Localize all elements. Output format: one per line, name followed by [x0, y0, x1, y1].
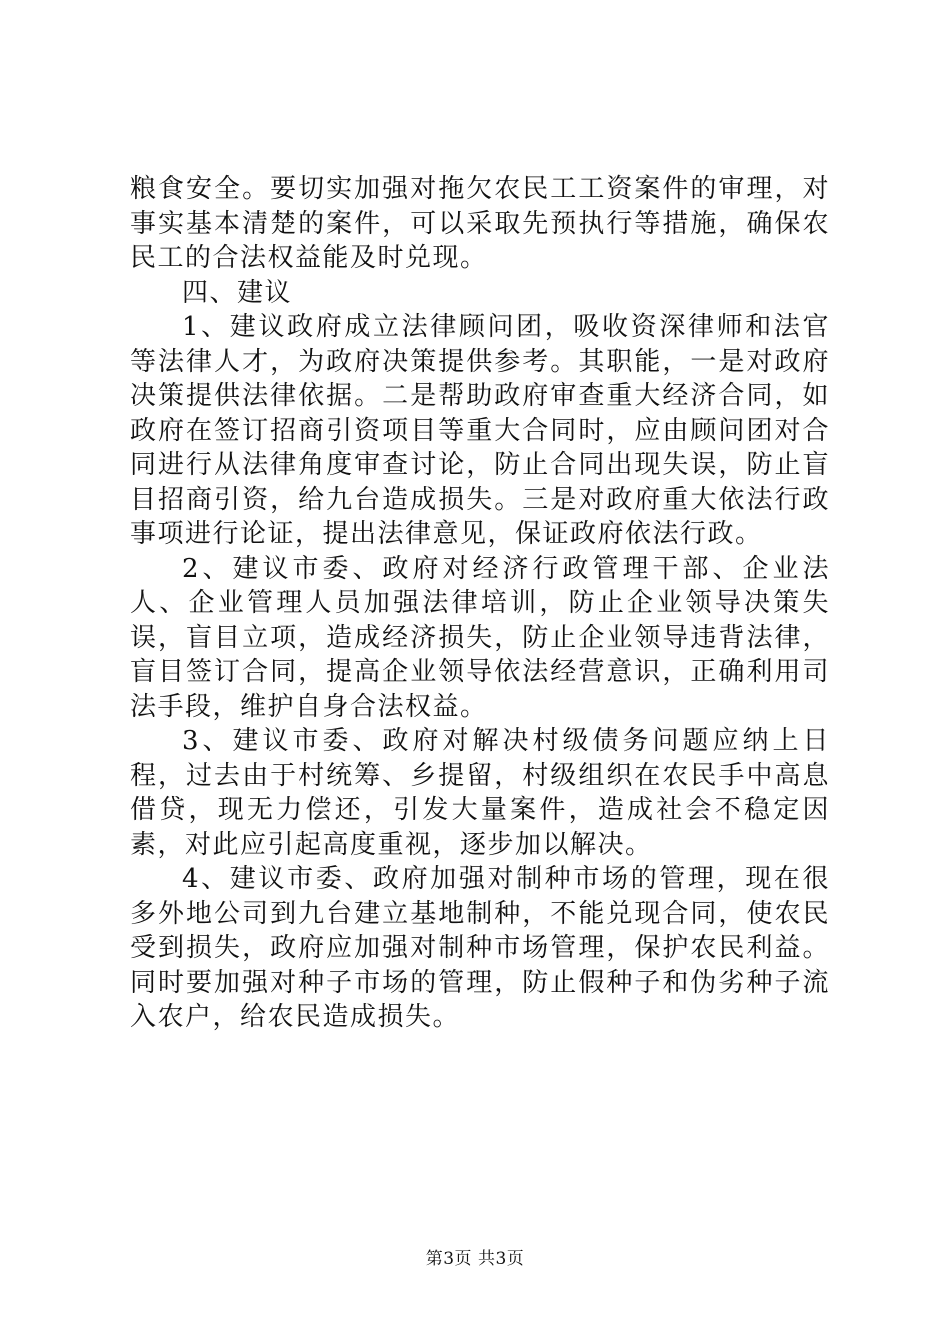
paragraph-suggestion-3: 3、建议市委、政府对解决村级债务问题应纳上日程，过去由于村统筹、乡提留，村级组织在农民手中高息借贷，现无力偿还，引发大量案件，造成社会不稳定因素，对此应引起高度重视，逐步加以解决。: [130, 726, 830, 860]
document-body: [130, 172, 830, 1035]
paragraph-continuation: 粮食安全。要切实加强对拖欠农民工工资案件的审理，对事实基本清楚的案件，可以采取先预执行等措施，确保农民工的合法权益能及时兑现。: [130, 174, 830, 273]
page-footer: 第3页 共3页: [425, 1249, 525, 1269]
paragraph-suggestion-1: 1、建议政府成立法律顾问团，吸收资深律师和法官等法律人才，为政府决策提供参考。其职能，一是对政府决策提供法律依据。二是帮助政府审查重大经济合同，如政府在签订招商引资项目等重大合同时，应由顾问团对合同进行从法律角度审查讨论，防止合同出现失误，防止盲目招商引资，给九台造成损失。三是对政府重大依法行政事项进行论证，提出法律意见，保证政府依法行政。: [130, 312, 830, 549]
section-heading-suggestions: 四、建议: [182, 277, 293, 308]
paragraph-suggestion-2: 2、建议市委、政府对经济行政管理干部、企业法人、企业管理人员加强法律培训，防止企业领导决策失误，盲目立项，造成经济损失，防止企业领导违背法律，盲目签订合同，提高企业领导依法经营意识，正确利用司法手段，维护自身合法权益。: [130, 553, 830, 722]
paragraph-suggestion-4: 4、建议市委、政府加强对制种市场的管理，现在很多外地公司到九台建立基地制种，不能兑现合同，使农民受到损失，政府应加强对制种市场管理，保护农民利益。同时要加强对种子市场的管理，防止假种子和伪劣种子流入农户，给农民造成损失。: [130, 864, 830, 1032]
